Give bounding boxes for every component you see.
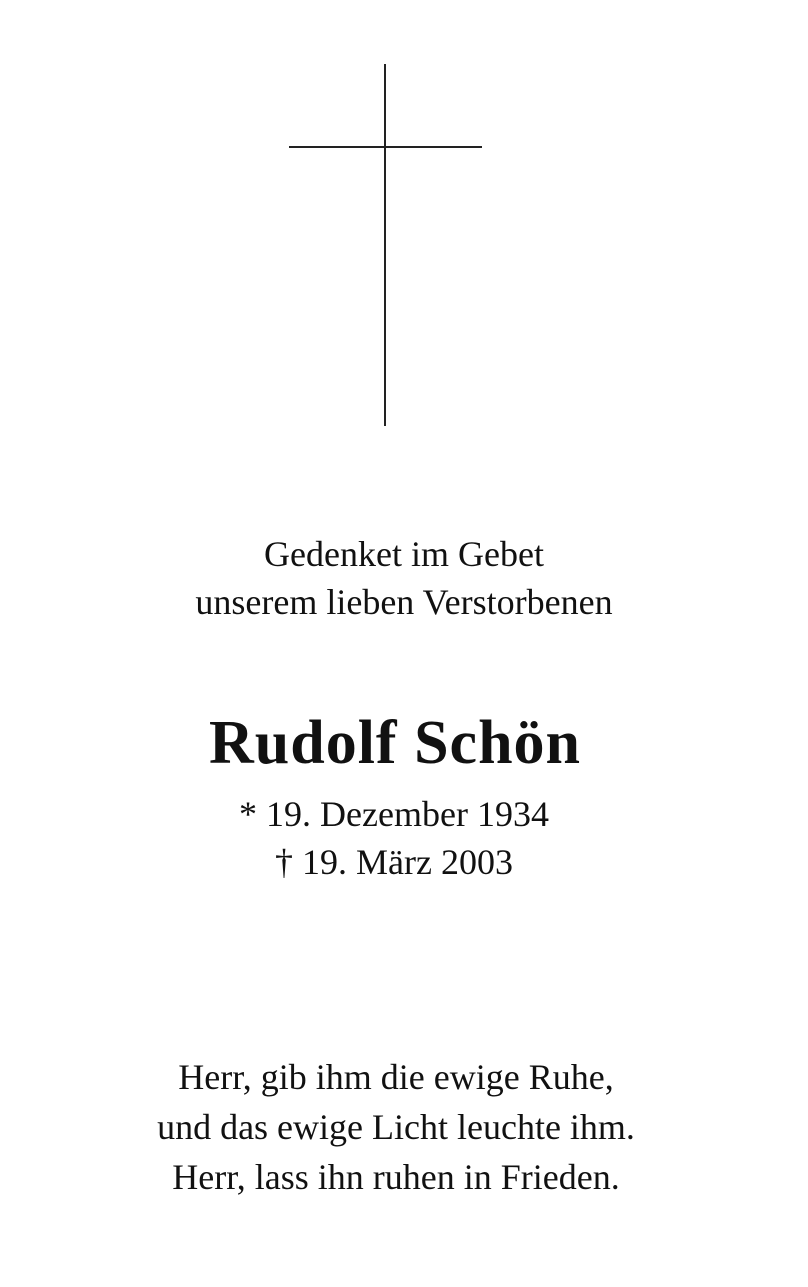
intro-line-2: unserem lieben Verstorbenen [195,582,613,622]
cross-horizontal-bar [289,146,482,148]
birth-date: * 19. Dezember 1934 [239,794,549,834]
prayer-line-2: und das ewige Licht leuchte ihm. [157,1107,635,1147]
prayer-text [0,1052,792,1202]
intro-text [0,530,808,626]
cross-vertical-bar [384,64,386,426]
intro-line-1: Gedenket im Gebet [264,534,544,574]
prayer-line-3: Herr, lass ihn ruhen in Frieden. [172,1157,620,1197]
prayer-line-1: Herr, gib ihm die ewige Ruhe, [178,1057,614,1097]
death-date: † 19. März 2003 [275,842,513,882]
deceased-name: Rudolf Schön [208,709,582,777]
life-dates [0,790,788,886]
